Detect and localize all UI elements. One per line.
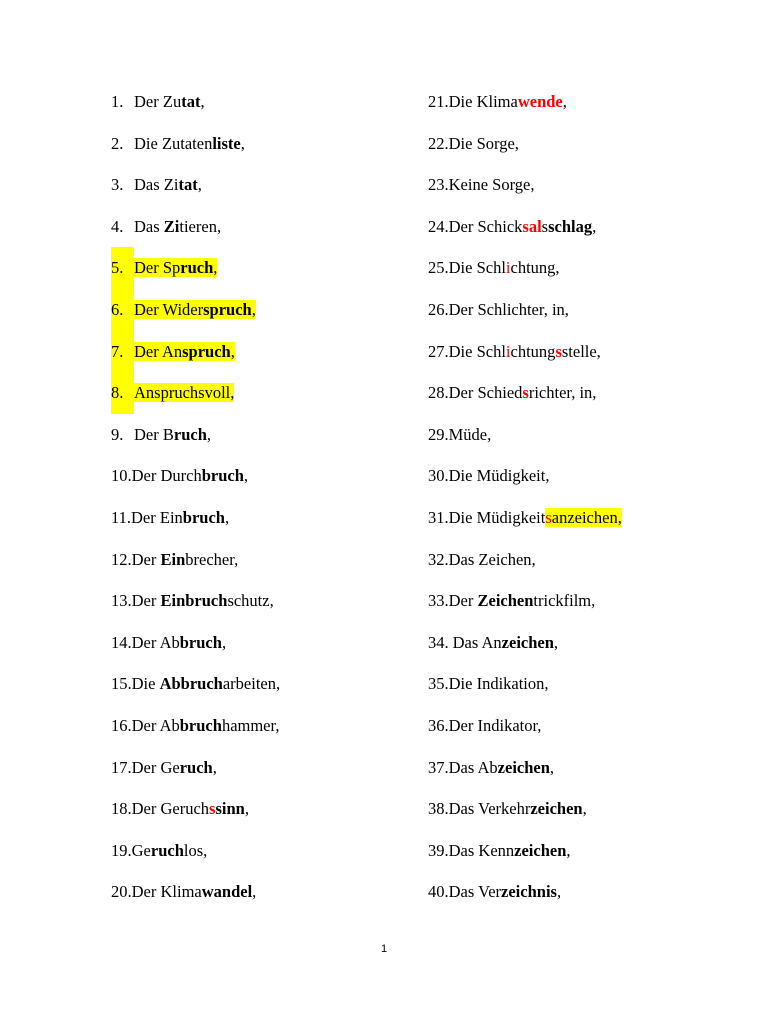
term-segment: s	[541, 216, 549, 236]
term-segment: schlag	[548, 216, 593, 236]
list-item	[428, 206, 622, 248]
item-term	[449, 508, 622, 527]
item-term	[132, 841, 208, 860]
item-number: 19.	[111, 840, 132, 860]
term-segment: ,	[213, 258, 218, 278]
term-segment: Zeichen	[477, 591, 534, 611]
term-segment: spruch	[182, 341, 231, 361]
term-segment: Der Indikator,	[448, 715, 542, 735]
item-term	[132, 466, 248, 485]
item-number: 28.	[428, 383, 449, 403]
item-term	[449, 841, 571, 860]
item-number: 36.	[428, 715, 449, 735]
term-segment: bruch	[201, 466, 244, 486]
list-item	[111, 497, 280, 539]
term-segment: trickfilm,	[533, 591, 596, 611]
list-item	[428, 830, 622, 872]
item-number: 26.	[428, 299, 449, 319]
item-number: 32.	[428, 549, 449, 569]
term-segment: ,	[230, 341, 235, 361]
term-segment: chtung	[510, 341, 556, 361]
term-segment: wende	[517, 92, 563, 111]
term-segment: los,	[183, 840, 208, 860]
item-number: 31.	[428, 507, 449, 527]
item-number: 13.	[111, 591, 132, 611]
term-segment: stelle,	[561, 341, 601, 361]
list-item	[428, 414, 622, 456]
term-segment: richter, in,	[528, 383, 597, 403]
list-item	[428, 247, 622, 289]
list-item	[428, 289, 622, 331]
list-item	[111, 414, 280, 456]
term-segment: ,	[206, 424, 211, 444]
item-number: 21.	[428, 92, 449, 111]
term-segment: zeichen	[514, 840, 567, 860]
term-segment: ,	[553, 632, 559, 652]
item-number: 6.	[111, 289, 134, 331]
list-item	[111, 289, 280, 331]
term-segment: sal	[522, 216, 542, 236]
item-number: 23.	[428, 175, 449, 195]
term-segment: s	[522, 383, 529, 403]
item-number: 7.	[111, 331, 134, 373]
term-segment: Der Schick	[448, 216, 523, 236]
item-term	[449, 217, 597, 236]
term-segment: Die Müdigkeit,	[448, 466, 550, 486]
item-number: 30.	[428, 466, 449, 486]
term-segment: ,	[566, 840, 571, 860]
term-segment: Der Wider	[134, 299, 204, 319]
item-term	[449, 591, 596, 610]
term-segment: Der Ge	[131, 757, 180, 777]
item-term	[132, 591, 274, 610]
list-item	[428, 705, 622, 747]
list-item	[111, 123, 280, 165]
item-number: 4.	[111, 216, 124, 236]
term-segment: zeichnis	[501, 882, 557, 902]
term-segment: Das An	[452, 632, 502, 652]
list-item	[111, 830, 280, 872]
item-term	[134, 300, 256, 319]
term-segment: i	[505, 341, 511, 361]
term-segment: Der	[131, 549, 161, 569]
list-item	[428, 539, 622, 581]
term-segment: Die Klima	[448, 92, 518, 111]
item-term	[453, 633, 558, 652]
term-segment: tieren,	[179, 216, 222, 236]
list-item	[428, 372, 622, 414]
list-item	[428, 81, 622, 123]
item-number: 25.	[428, 258, 449, 278]
item-term	[449, 758, 554, 777]
term-segment: Abbruch	[159, 674, 223, 694]
term-segment: schutz,	[227, 591, 274, 611]
term-segment: Der Geruch	[131, 799, 210, 819]
term-segment: Das Ab	[448, 757, 498, 777]
item-number: 34.	[428, 632, 449, 652]
item-term	[134, 342, 235, 361]
term-segment: bruch	[182, 507, 225, 527]
item-term	[449, 134, 519, 153]
item-number: 40.	[428, 882, 449, 902]
item-term	[134, 258, 217, 277]
item-term	[449, 799, 587, 818]
item-number: 24.	[428, 216, 449, 236]
term-segment: Zi	[163, 216, 180, 236]
term-segment: chtung,	[510, 258, 560, 278]
term-segment: bruch	[179, 632, 222, 652]
list-item	[111, 788, 280, 830]
item-term	[132, 716, 280, 735]
term-segment: Das Verkehr	[448, 799, 531, 819]
list-item	[428, 497, 622, 539]
term-segment: ,	[197, 175, 202, 195]
term-segment: Die	[131, 674, 160, 694]
list-item	[111, 622, 280, 664]
item-number: 5.	[111, 247, 134, 289]
item-term	[132, 674, 281, 693]
list-item	[111, 247, 280, 289]
left-word-list	[111, 81, 280, 913]
term-segment: Der Klima	[131, 882, 202, 902]
term-segment: zeichen	[501, 632, 554, 652]
item-term	[449, 342, 601, 361]
term-segment: Keine Sorge,	[448, 175, 535, 195]
item-term	[449, 92, 567, 111]
term-segment: Der Sp	[134, 258, 181, 278]
term-segment: ruch	[150, 840, 184, 860]
term-segment: zeichen	[497, 757, 550, 777]
item-term	[134, 217, 221, 236]
page-number: 1	[380, 943, 388, 955]
term-segment: s	[555, 341, 562, 361]
list-item	[111, 580, 280, 622]
item-number: 33.	[428, 591, 449, 611]
term-segment: ,	[224, 507, 230, 527]
item-term	[449, 674, 549, 693]
list-item	[428, 788, 622, 830]
term-segment: ,	[549, 757, 555, 777]
term-segment: Anspruchsvoll,	[134, 383, 235, 403]
term-segment: Müde,	[448, 424, 492, 444]
list-item	[428, 663, 622, 705]
item-number: 18.	[111, 799, 132, 819]
item-number: 39.	[428, 840, 449, 860]
item-term	[449, 383, 597, 402]
item-term	[131, 508, 229, 527]
term-segment: bruch	[179, 715, 222, 735]
list-item	[111, 455, 280, 497]
item-term	[134, 383, 234, 402]
term-segment: Der Schied	[448, 383, 523, 403]
term-segment: Der An	[134, 341, 183, 361]
item-number: 12.	[111, 549, 132, 569]
item-term	[449, 300, 569, 319]
item-number: 27.	[428, 341, 449, 361]
item-term	[449, 466, 550, 485]
term-segment: ,	[251, 299, 256, 319]
term-segment: Die Müdigkeit	[448, 507, 546, 527]
list-item	[111, 663, 280, 705]
term-segment: ,	[556, 882, 562, 902]
term-segment: Das Ver	[448, 882, 502, 902]
term-segment: Der Ab	[131, 632, 180, 652]
term-segment: Die Indikation,	[448, 674, 549, 694]
term-segment: sinn	[215, 799, 245, 819]
item-number: 29.	[428, 424, 449, 444]
term-segment: Die Schl	[448, 341, 506, 361]
term-segment: anzeichen,	[551, 507, 622, 527]
list-item	[428, 123, 622, 165]
term-segment: Der Ein	[131, 507, 183, 527]
list-item	[428, 747, 622, 789]
term-segment: Die Zutaten	[134, 133, 213, 153]
term-segment: ,	[562, 92, 567, 111]
item-term	[449, 716, 542, 735]
term-segment: Das Zi	[134, 175, 179, 195]
term-segment: liste	[212, 133, 241, 153]
term-segment: Das	[134, 216, 164, 236]
term-segment: Die Sorge,	[448, 133, 519, 153]
list-item	[111, 372, 280, 414]
right-word-list	[428, 81, 622, 913]
item-term	[449, 258, 560, 277]
term-segment: ruch	[173, 424, 207, 444]
list-item	[111, 871, 280, 913]
term-segment: arbeiten,	[222, 674, 281, 694]
list-item	[428, 622, 622, 664]
term-segment: Einbruch	[160, 591, 228, 611]
item-number: 20.	[111, 882, 132, 902]
list-item	[111, 164, 280, 206]
item-number: 2.	[111, 133, 124, 153]
item-term	[449, 550, 536, 569]
list-item	[111, 705, 280, 747]
item-term	[449, 175, 535, 194]
term-segment: ,	[582, 799, 587, 819]
term-segment: s	[545, 507, 552, 527]
item-term	[132, 633, 226, 652]
item-number: 8.	[111, 372, 134, 414]
item-term	[449, 882, 561, 901]
item-term	[449, 425, 492, 444]
item-number: 17.	[111, 757, 132, 777]
term-segment: ,	[243, 466, 249, 486]
term-segment: tat	[181, 92, 201, 111]
term-segment: ,	[244, 799, 249, 819]
item-number: 14.	[111, 632, 132, 652]
item-term	[134, 175, 202, 194]
list-item	[111, 539, 280, 581]
item-number: 9.	[111, 424, 124, 444]
item-number: 35.	[428, 674, 449, 694]
item-term	[132, 550, 239, 569]
list-item	[111, 206, 280, 248]
term-segment: brecher,	[185, 549, 239, 569]
term-segment: Die Schl	[448, 258, 506, 278]
item-term	[134, 92, 205, 111]
term-segment: Ein	[160, 549, 186, 569]
item-number: 11.	[111, 507, 132, 527]
term-segment: Der	[131, 591, 161, 611]
term-segment: ,	[592, 216, 597, 236]
item-number: 38.	[428, 799, 449, 819]
term-segment: ruch	[180, 258, 214, 278]
term-segment: ,	[221, 632, 227, 652]
list-item	[428, 580, 622, 622]
term-segment: Das Zeichen,	[448, 549, 536, 569]
term-segment: Der Zu	[134, 92, 182, 111]
item-term	[132, 799, 249, 818]
term-segment: s	[209, 799, 216, 819]
list-item	[111, 331, 280, 373]
term-segment: Der Ab	[131, 715, 180, 735]
item-number: 15.	[111, 674, 132, 694]
item-number: 16.	[111, 715, 132, 735]
item-term	[132, 882, 257, 901]
term-segment: wandel	[201, 882, 253, 902]
list-item	[428, 455, 622, 497]
item-number: 22.	[428, 133, 449, 153]
term-segment: Der B	[134, 424, 174, 444]
term-segment: spruch	[203, 299, 252, 319]
item-term	[132, 758, 217, 777]
item-number: 37.	[428, 757, 449, 777]
term-segment: ,	[252, 882, 257, 902]
term-segment: Der Durch	[131, 466, 202, 486]
item-term	[134, 425, 211, 444]
term-segment: ,	[240, 133, 245, 153]
term-segment: hammer,	[221, 715, 280, 735]
item-number: 1.	[111, 92, 124, 111]
term-segment: i	[505, 258, 511, 278]
term-segment: Der Schlichter, in,	[448, 299, 569, 319]
item-number: 10.	[111, 466, 132, 486]
term-segment: zeichen	[530, 799, 583, 819]
list-item	[111, 747, 280, 789]
list-item	[428, 164, 622, 206]
term-segment: tat	[178, 175, 198, 195]
item-number: 3.	[111, 175, 124, 195]
list-item	[428, 871, 622, 913]
list-item	[428, 331, 622, 373]
term-segment: Das Kenn	[448, 840, 515, 860]
list-item	[111, 81, 280, 123]
term-segment: ,	[200, 92, 205, 111]
term-segment: ruch	[179, 757, 213, 777]
item-term	[134, 134, 245, 153]
term-segment: Der	[448, 591, 478, 611]
term-segment: Ge	[131, 840, 151, 860]
term-segment: ,	[212, 757, 217, 777]
